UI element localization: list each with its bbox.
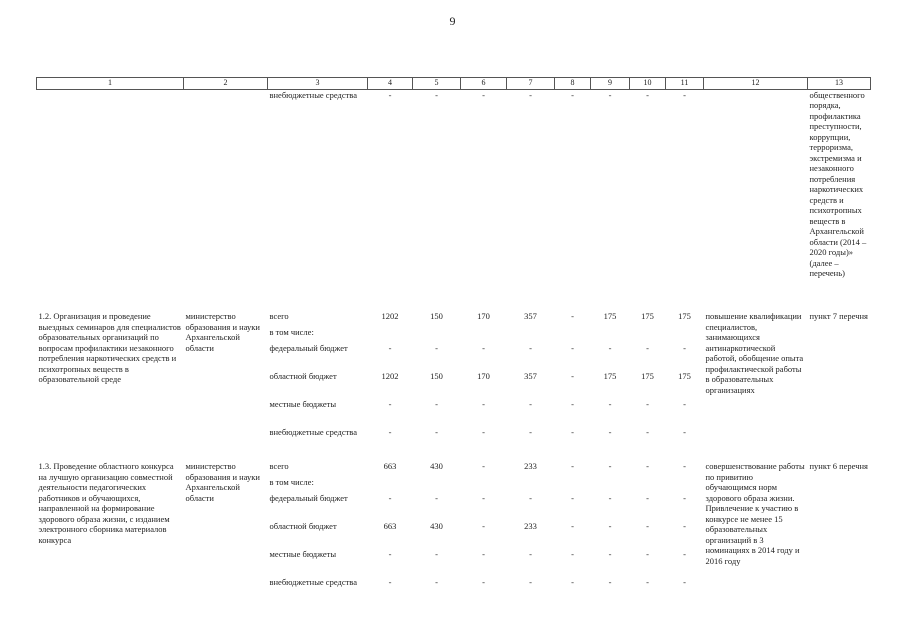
value-cell: - <box>482 89 485 100</box>
value-cell: 175 <box>678 311 691 321</box>
value-cell <box>668 477 702 493</box>
value-cell: 1202 <box>381 371 399 381</box>
value-cell: - <box>435 577 438 587</box>
legal-reference-text: общественного порядка, профилактика преступности, коррупции, терроризма, экстремизма и незаконного потребления наркотических средств и психотропных веществ в Архангельской области (2014 – 2020 годы)» (далее – перечень) <box>809 89 867 278</box>
measure-name: 1.3. Проведение областного конкурса на лучшую организацию совместной деятельности педагогических работников и обучающихся, направленной на формирование здорового образа жизни, с изданием электронного сборника материалов конкурса <box>38 461 174 545</box>
value-cell: - <box>482 461 485 471</box>
value-cell: - <box>388 577 392 587</box>
source-label: внебюджетные средства <box>269 577 357 587</box>
value-cell: - <box>608 89 612 100</box>
value-cell: - <box>482 343 485 353</box>
source-label: внебюджетные средства <box>269 89 357 100</box>
program-table <box>36 77 871 611</box>
source-label: областной бюджет <box>269 521 337 531</box>
value-cell <box>557 477 589 493</box>
value-cell <box>509 477 553 493</box>
col-header-4: 4 <box>368 78 413 90</box>
year-col-11 <box>666 311 704 461</box>
expected-result: повышение квалификации специалистов, занимающихся антинаркотической работой, обобщение опыта профилактической работы в образовательных организациях <box>705 311 804 395</box>
value-cell: - <box>683 521 686 531</box>
measure-name: 1.2. Организация и проведение выездных семинаров для специалистов образовательных организаций по вопросам профилактики незаконного потребления наркотических средств и психотропных веществ в образовательной среде <box>38 311 181 384</box>
value-cell: - <box>683 549 686 559</box>
table-row <box>37 461 871 611</box>
table-row <box>37 311 871 461</box>
value-cell: - <box>435 493 438 503</box>
value-cell: 175 <box>641 311 654 321</box>
year-col-9 <box>591 311 630 461</box>
value-cell <box>370 477 411 493</box>
year-col-7 <box>507 461 555 611</box>
value-cell: - <box>646 89 649 100</box>
col-header-5: 5 <box>413 78 461 90</box>
value-cell: - <box>571 343 574 353</box>
value-cell: - <box>529 493 532 503</box>
value-cell <box>463 477 505 493</box>
value-cell: - <box>529 427 532 437</box>
value-cell: - <box>482 399 485 409</box>
col-header-10: 10 <box>630 78 666 90</box>
source-label: в том числе: <box>269 327 314 337</box>
value-cell: 175 <box>603 311 617 321</box>
value-cell: - <box>571 493 574 503</box>
header-row <box>37 78 871 90</box>
value-cell: - <box>571 399 574 409</box>
value-cell: - <box>482 549 485 559</box>
value-cell: - <box>388 399 392 409</box>
col-header-9: 9 <box>591 78 630 90</box>
value-cell: - <box>646 427 649 437</box>
year-col-4 <box>368 311 413 461</box>
source-label: местные бюджеты <box>269 399 337 409</box>
value-cell: - <box>608 399 612 409</box>
value-cell: - <box>435 89 438 100</box>
year-col-5 <box>413 311 461 461</box>
value-cell: - <box>683 399 686 409</box>
value-cell: - <box>388 89 392 100</box>
value-cell: - <box>646 343 649 353</box>
value-cell: - <box>683 577 686 587</box>
value-cell: 175 <box>603 371 617 381</box>
col-header-7: 7 <box>507 78 555 90</box>
value-cell: - <box>435 343 438 353</box>
value-cell: - <box>608 577 612 587</box>
value-cell: - <box>683 493 686 503</box>
source-label: всего <box>269 311 289 321</box>
executor: министерство образования и науки Архангельской области <box>185 461 260 503</box>
year-col-10 <box>630 311 666 461</box>
value-cell: - <box>529 549 532 559</box>
value-cell: - <box>435 427 438 437</box>
value-cell <box>415 477 459 493</box>
source-label: внебюджетные средства <box>269 427 357 437</box>
value-cell: - <box>571 461 574 471</box>
col-header-1: 1 <box>37 78 184 90</box>
continuation-row <box>37 89 871 311</box>
col-header-2: 2 <box>184 78 268 90</box>
value-cell: 175 <box>678 371 691 381</box>
value-cell: - <box>646 521 649 531</box>
value-cell: 1202 <box>381 311 399 321</box>
value-cell <box>632 477 664 493</box>
value-cell: 233 <box>524 461 537 471</box>
value-cell: - <box>435 549 438 559</box>
value-cell: - <box>482 427 485 437</box>
value-cell: - <box>683 461 686 471</box>
sources-list <box>268 461 368 611</box>
value-cell <box>415 327 459 343</box>
value-cell: - <box>571 577 574 587</box>
value-cell: 150 <box>430 371 443 381</box>
value-cell: - <box>388 343 392 353</box>
col-header-11: 11 <box>666 78 704 90</box>
value-cell: 170 <box>477 311 490 321</box>
value-cell: 430 <box>430 521 443 531</box>
value-cell: - <box>608 343 612 353</box>
value-cell <box>593 327 628 343</box>
value-cell: - <box>529 343 532 353</box>
value-cell <box>370 327 411 343</box>
value-cell: - <box>608 461 612 471</box>
source-label: всего <box>269 461 289 471</box>
value-cell: 175 <box>641 371 654 381</box>
value-cell: - <box>646 493 649 503</box>
value-cell: 663 <box>383 521 397 531</box>
value-cell: - <box>571 371 574 381</box>
value-cell: - <box>529 577 532 587</box>
value-cell <box>593 477 628 493</box>
value-cell: - <box>571 427 574 437</box>
col-header-6: 6 <box>461 78 507 90</box>
col-header-12: 12 <box>704 78 808 90</box>
value-cell: - <box>608 493 612 503</box>
source-label: в том числе: <box>269 477 314 487</box>
value-cell: - <box>529 89 532 100</box>
value-cell: - <box>571 311 574 321</box>
value-cell: - <box>435 399 438 409</box>
value-cell: - <box>646 577 649 587</box>
plan-reference: пункт 7 перечня <box>809 311 868 321</box>
value-cell: 150 <box>430 311 443 321</box>
value-cell: - <box>388 427 392 437</box>
value-cell: - <box>388 549 392 559</box>
source-label: федеральный бюджет <box>269 343 348 353</box>
year-col-7 <box>507 311 555 461</box>
value-cell <box>509 327 553 343</box>
value-cell: - <box>683 343 686 353</box>
year-col-4 <box>368 461 413 611</box>
value-cell: 357 <box>524 371 537 381</box>
value-cell: - <box>608 427 612 437</box>
value-cell: - <box>571 549 574 559</box>
plan-reference: пункт 6 перечня <box>809 461 868 471</box>
value-cell: 357 <box>524 311 537 321</box>
year-col-5 <box>413 461 461 611</box>
value-cell: 663 <box>383 461 397 471</box>
value-cell <box>463 327 505 343</box>
value-cell: - <box>482 521 485 531</box>
col-header-8: 8 <box>555 78 591 90</box>
source-label: федеральный бюджет <box>269 493 348 503</box>
source-label: местные бюджеты <box>269 549 337 559</box>
value-cell: - <box>608 549 612 559</box>
source-label: областной бюджет <box>269 371 337 381</box>
year-col-8 <box>555 311 591 461</box>
year-col-6 <box>461 461 507 611</box>
value-cell: - <box>482 493 485 503</box>
value-cell: - <box>683 427 686 437</box>
value-cell: - <box>683 89 686 100</box>
value-cell: - <box>571 521 574 531</box>
value-cell <box>632 327 664 343</box>
col-header-3: 3 <box>268 78 368 90</box>
year-col-9 <box>591 461 630 611</box>
value-cell: - <box>646 399 649 409</box>
year-col-11 <box>666 461 704 611</box>
col-header-13: 13 <box>808 78 871 90</box>
value-cell: 430 <box>430 461 443 471</box>
sources-list <box>268 311 368 461</box>
year-col-6 <box>461 311 507 461</box>
page-number: 9 <box>449 14 456 28</box>
value-cell: - <box>646 461 649 471</box>
expected-result: совершенствование работы по привитию обучающимся норм здорового образа жизни. Привлечение к участию в конкурсе не менее 15 образовательных организаций в 3 номинациях в 2014 году и 2016 году <box>705 461 805 566</box>
executor: министерство образования и науки Архангельской области <box>185 311 260 353</box>
value-cell: - <box>646 549 649 559</box>
value-cell: - <box>529 399 532 409</box>
value-cell <box>668 327 702 343</box>
year-col-10 <box>630 461 666 611</box>
value-cell: - <box>571 89 574 100</box>
value-cell <box>557 327 589 343</box>
value-cell: - <box>608 521 612 531</box>
value-cell: - <box>388 493 392 503</box>
value-cell: 233 <box>524 521 537 531</box>
value-cell: 170 <box>477 371 490 381</box>
year-col-8 <box>555 461 591 611</box>
value-cell: - <box>482 577 485 587</box>
